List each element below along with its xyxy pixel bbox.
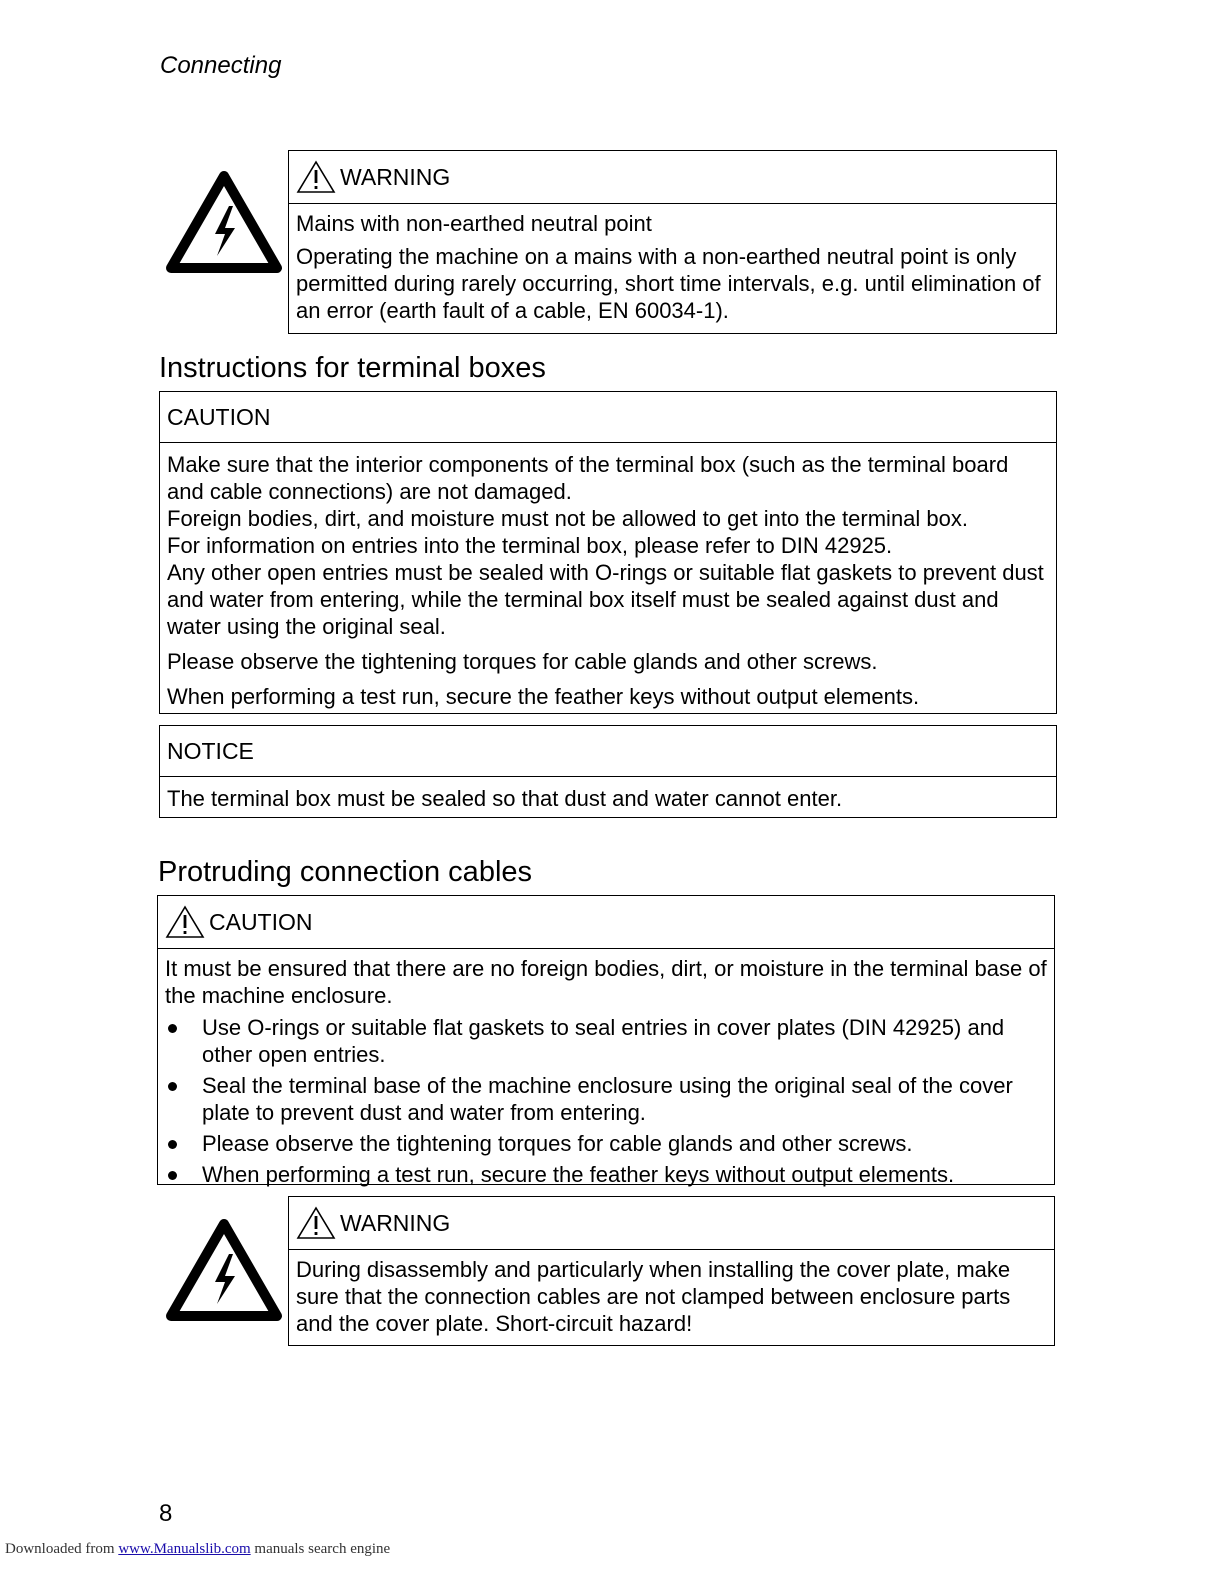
notice-body <box>160 777 1056 812</box>
warning-header <box>289 151 1056 204</box>
page-header: Connecting <box>160 52 282 79</box>
caution-paragraph: Make sure that the interior components of the terminal box (such as the terminal board and cable connections) are not damaged. <box>167 452 1009 504</box>
caution-body <box>158 949 1054 1188</box>
bullet-icon <box>168 1082 177 1091</box>
list-item <box>165 1014 1047 1068</box>
caution-bullet-list <box>165 1014 1047 1188</box>
caution-label: CAUTION <box>209 908 313 935</box>
download-footer <box>5 1541 390 1558</box>
section-title-terminal-boxes: Instructions for terminal boxes <box>159 352 546 384</box>
caution-paragraph: For information on entries into the terminal box, please refer to DIN 42925. <box>167 533 893 558</box>
list-item-text: When performing a test run, secure the feather keys without output elements. <box>202 1162 955 1187</box>
section-title-protruding-cables: Protruding connection cables <box>158 856 533 888</box>
warning-triangle-icon <box>296 1206 336 1240</box>
caution-box-cables <box>157 895 1055 1185</box>
caution-header <box>160 392 1056 443</box>
warning-box-mains <box>288 150 1057 334</box>
warning-header <box>289 1197 1054 1250</box>
notice-box <box>159 725 1057 818</box>
bullet-icon <box>168 1140 177 1149</box>
electrical-hazard-icon <box>165 170 283 276</box>
caution-paragraph: Please observe the tightening torques for cable glands and other screws. <box>167 649 878 674</box>
caution-body <box>160 443 1056 710</box>
caution-box-terminal <box>159 391 1057 714</box>
notice-header <box>160 726 1056 777</box>
bullet-icon <box>168 1171 177 1180</box>
caution-paragraph: Any other open entries must be sealed with O-rings or suitable flat gaskets to prevent dust and water from entering, while the terminal box itself must be sealed against dust and water using the original seal. <box>167 560 1044 639</box>
list-item-text: Use O-rings or suitable flat gaskets to seal entries in cover plates (DIN 42925) and other open entries. <box>202 1015 1005 1067</box>
footer-suffix: manuals search engine <box>254 1541 391 1557</box>
electrical-hazard-icon <box>165 1218 283 1324</box>
list-item <box>165 1072 1047 1126</box>
caution-intro: It must be ensured that there are no foreign bodies, dirt, or moisture in the terminal base of the machine enclosure. <box>165 956 1047 1008</box>
warning-text: Operating the machine on a mains with a non-earthed neutral point is only permitted during rarely occurring, short time intervals, e.g. until elimination of an error (earth fault of a cable, EN 60034-1). <box>296 244 1041 323</box>
warning-triangle-icon <box>165 905 205 939</box>
notice-label: NOTICE <box>167 737 254 764</box>
list-item <box>165 1130 1047 1157</box>
caution-header <box>158 896 1054 949</box>
warning-body <box>289 1250 1054 1337</box>
footer-prefix: Downloaded from <box>5 1541 115 1557</box>
notice-text: The terminal box must be sealed so that dust and water cannot enter. <box>167 786 843 811</box>
list-item <box>165 1161 1047 1188</box>
list-item-text: Please observe the tightening torques for cable glands and other screws. <box>202 1131 913 1156</box>
warning-label: WARNING <box>340 1209 451 1236</box>
warning-body <box>289 204 1056 324</box>
warning-triangle-icon <box>296 160 336 194</box>
bullet-icon <box>168 1024 177 1033</box>
caution-label: CAUTION <box>167 403 271 430</box>
warning-label: WARNING <box>340 163 451 190</box>
page-number: 8 <box>159 1500 173 1527</box>
list-item-text: Seal the terminal base of the machine enclosure using the original seal of the cover plate to prevent dust and water from entering. <box>202 1073 1013 1125</box>
warning-subtitle: Mains with non-earthed neutral point <box>296 211 652 236</box>
caution-paragraph: Foreign bodies, dirt, and moisture must not be allowed to get into the terminal box. <box>167 506 968 531</box>
footer-link[interactable]: www.Manualslib.com <box>118 1541 251 1557</box>
warning-text: During disassembly and particularly when installing the cover plate, make sure that the connection cables are not clamped between enclosure parts and the cover plate. Short-circuit hazard! <box>296 1257 1011 1336</box>
warning-box-cover-plate <box>288 1196 1055 1346</box>
caution-paragraph: When performing a test run, secure the feather keys without output elements. <box>167 684 920 709</box>
